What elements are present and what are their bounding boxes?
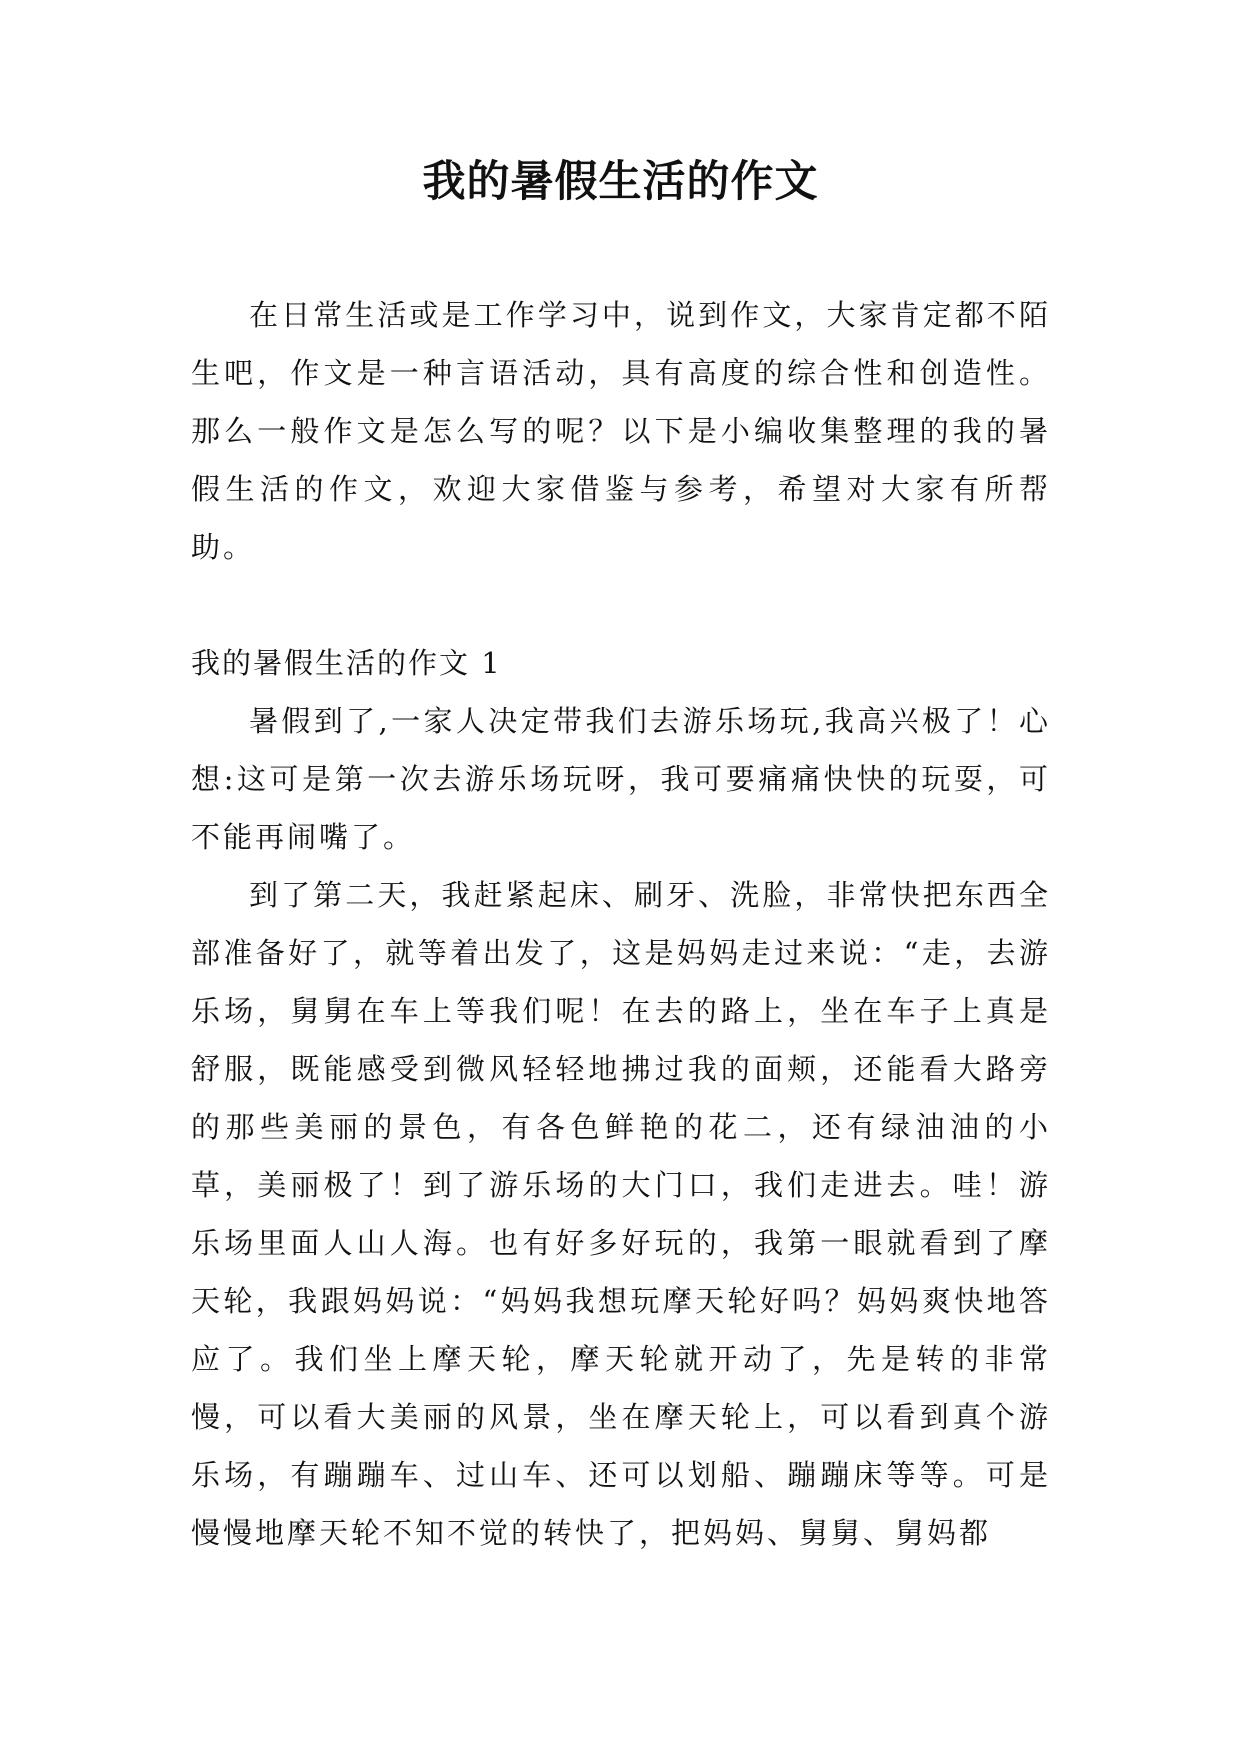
body-paragraph-2: 到了第二天，我赶紧起床、刷牙、洗脸，非常快把东西全部准备好了，就等着出发了，这是妈妈走过来说：“走，去游乐场，舅舅在车上等我们呢！在去的路上，坐在车子上真是舒服，既能感受到微风轻轻地拂过我的面颊，还能看大路旁的那些美丽的景色，有各色鲜艳的花二，还有绿油油的小草，美丽极了！到了游乐场的大门口，我们走进去。哇！游乐场里面人山人海。也有好多好玩的，我第一眼就看到了摩天轮，我跟妈妈说：“妈妈我想玩摩天轮好吗？妈妈爽快地答应了。我们坐上摩天轮，摩天轮就开动了，先是转的非常慢，可以看大美丽的风景，坐在摩天轮上，可以看到真个游乐场，有蹦蹦车、过山车、还可以划船、蹦蹦床等等。可是慢慢地摩天轮不知不觉的转快了，把妈妈、舅舅、舅妈都 — [191, 878, 1051, 1550]
section-heading: 我的暑假生活的作文 1 — [191, 646, 502, 680]
document-body — [191, 286, 1051, 1562]
body-paragraph-1: 暑假到了,一家人决定带我们去游乐场玩,我高兴极了！心想:这可是第一次去游乐场玩呀，我可要痛痛快快的玩耍，可不能再闹嘴了。 — [191, 704, 1051, 854]
intro-paragraph: 在日常生活或是工作学习中，说到作文，大家肯定都不陌生吧，作文是一种言语活动，具有高度的综合性和创造性。那么一般作文是怎么写的呢？以下是小编收集整理的我的暑假生活的作文，欢迎大家借鉴与参考，希望对大家有所帮助。 — [191, 298, 1051, 564]
document-title: 我的暑假生活的作文 — [422, 157, 819, 207]
